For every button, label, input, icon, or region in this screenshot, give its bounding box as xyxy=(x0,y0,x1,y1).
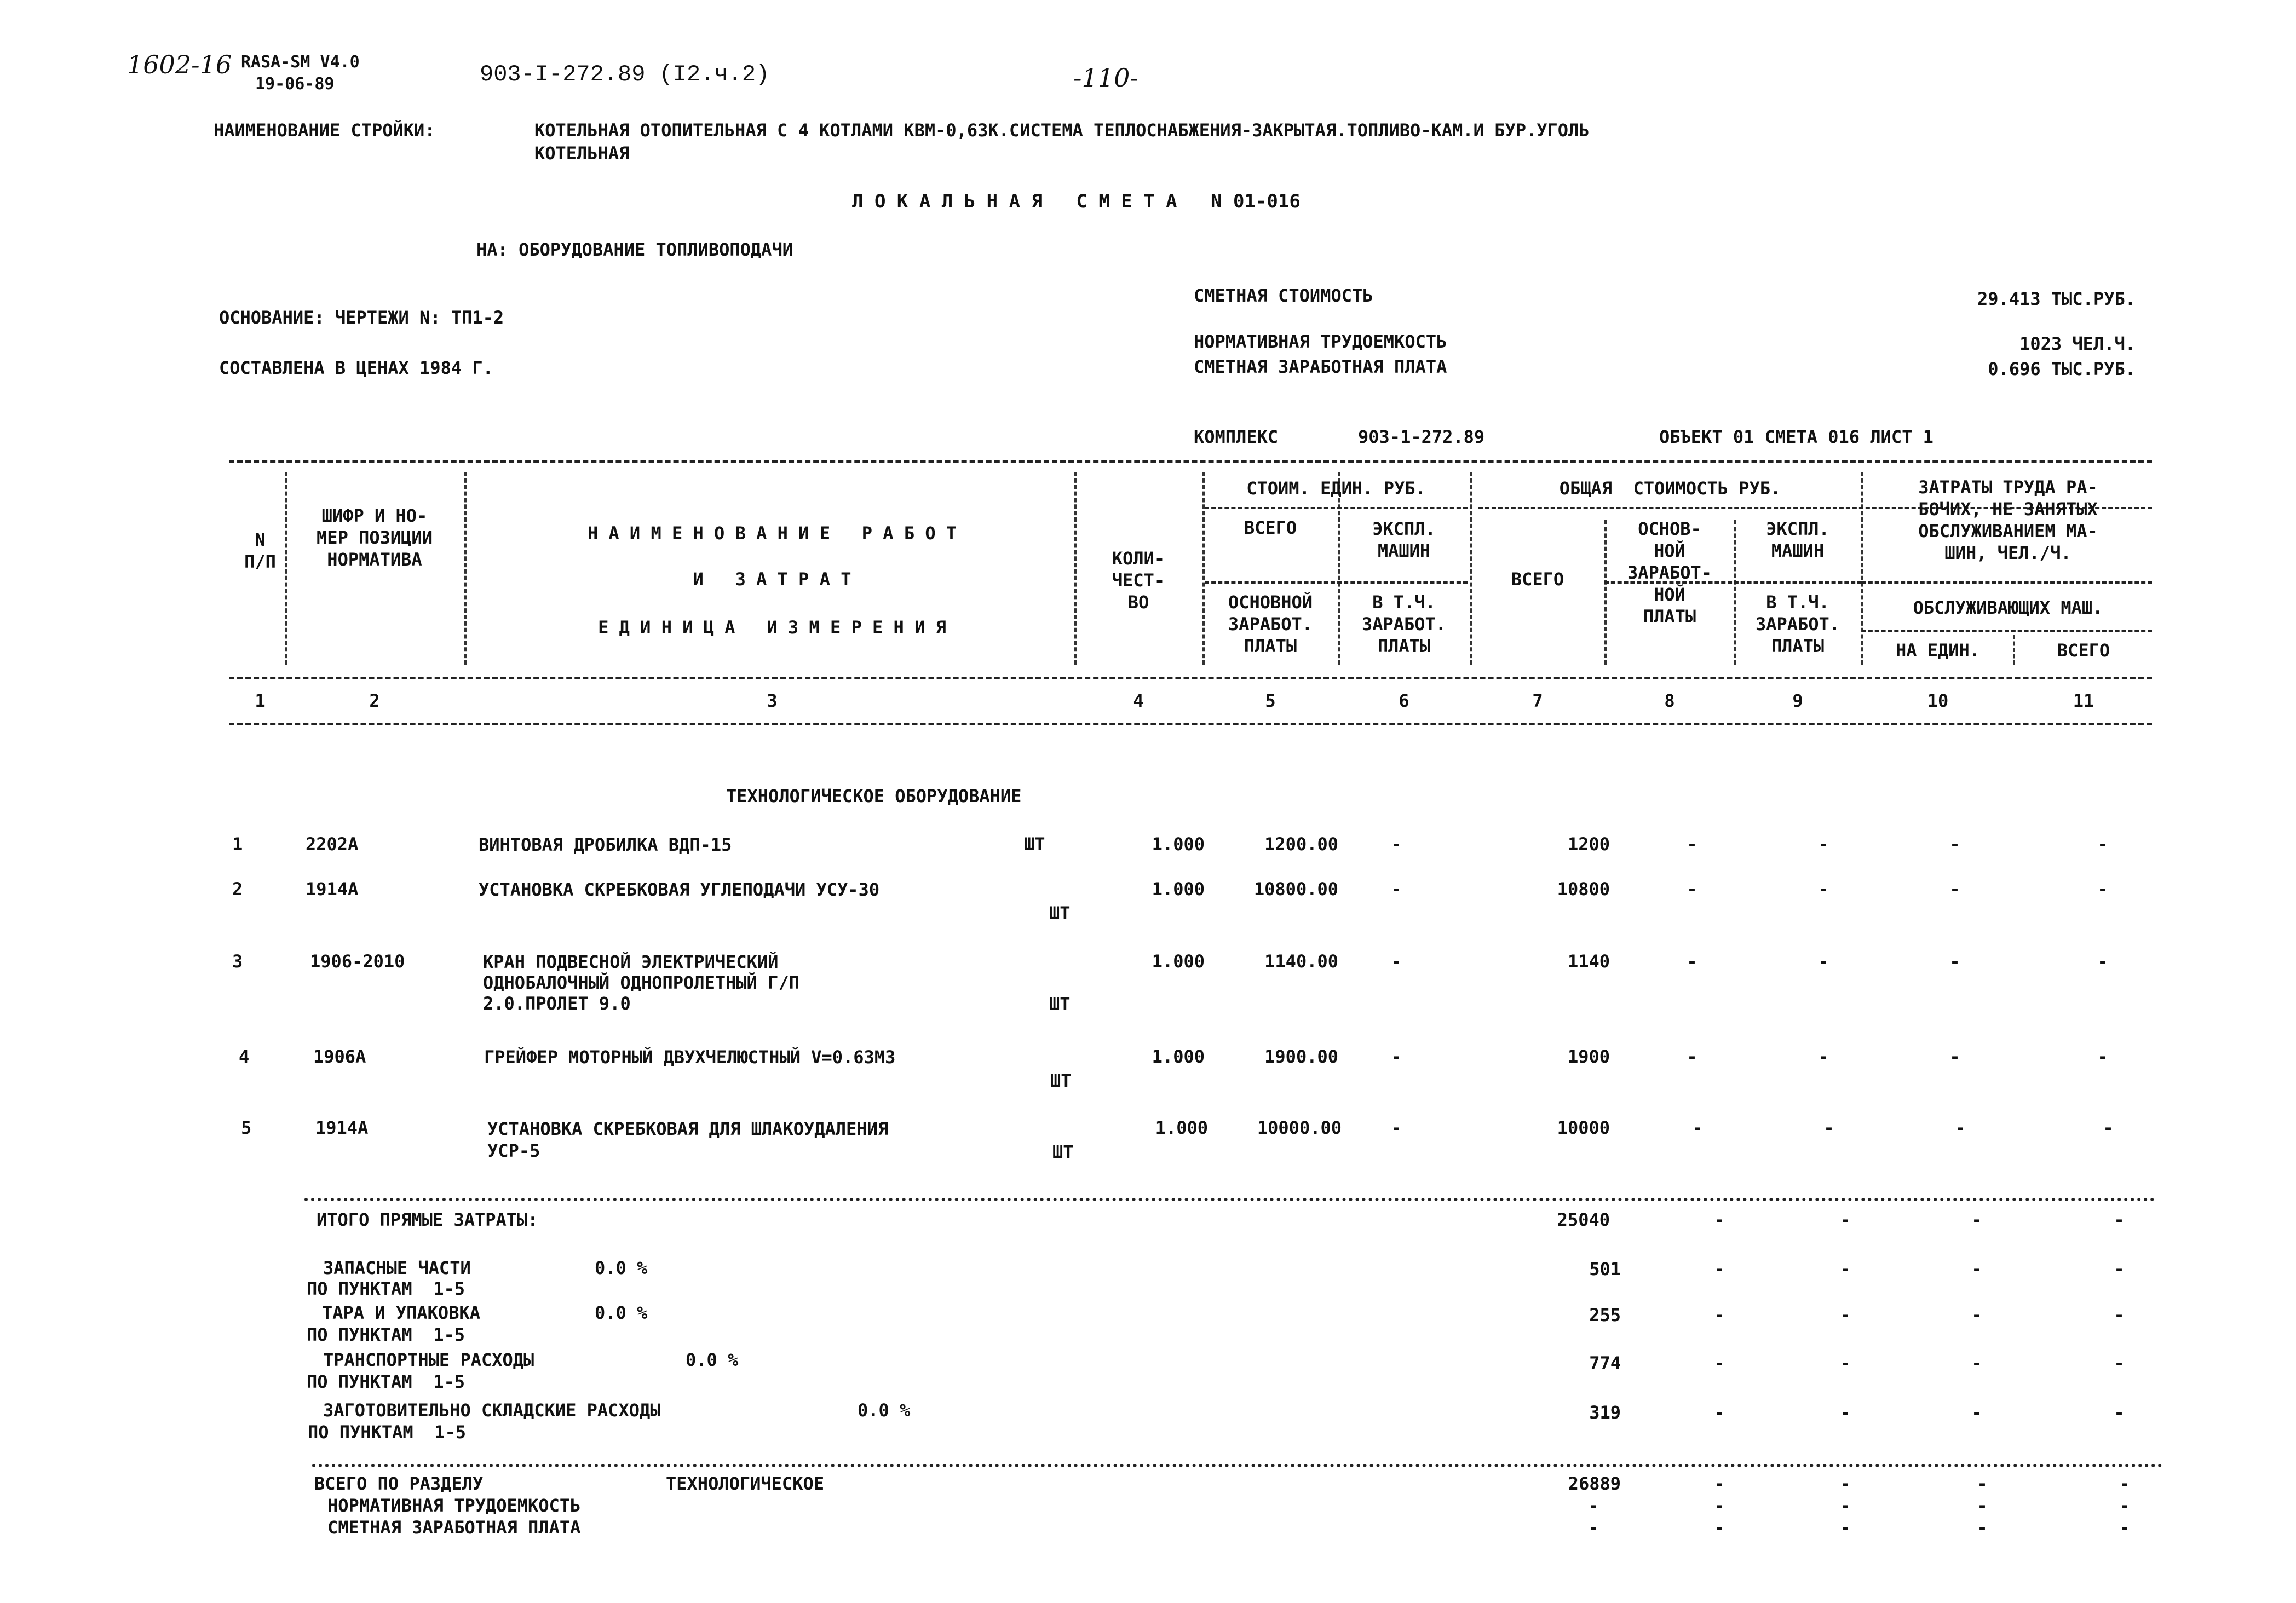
row-name: УСТАНОВКА СКРЕБКОВАЯ УГЛЕПОДАЧИ УСУ-30 xyxy=(479,879,880,900)
dash: - xyxy=(1840,1209,1851,1230)
dash: - xyxy=(2119,1473,2130,1494)
row-number: 4 xyxy=(239,1046,250,1067)
col-sep xyxy=(1734,520,1736,665)
row-total: 10800 xyxy=(1557,879,1610,899)
cost-value: 29.413 ТЫС.РУБ. xyxy=(1977,289,2136,309)
section-total-name: ТЕХНОЛОГИЧЕСКОЕ xyxy=(666,1473,824,1494)
dash: - xyxy=(1840,1473,1851,1494)
dash: - xyxy=(1588,1495,1599,1516)
section-labor-label: НОРМАТИВНАЯ ТРУДОЕМКОСТЬ xyxy=(327,1495,581,1516)
col-num: 7 xyxy=(1532,690,1543,711)
row-c11: - xyxy=(2097,1046,2108,1067)
row-price: 10800.00 xyxy=(1253,879,1338,899)
item-scope: ПО ПУНКТАМ 1-5 xyxy=(307,1324,465,1345)
row-code: 2202А xyxy=(306,834,359,855)
dash: - xyxy=(1588,1517,1599,1538)
header-sub-rule xyxy=(1205,581,1468,584)
col-num: 8 xyxy=(1664,690,1675,711)
construction-label: НАИМЕНОВАНИЕ СТРОЙКИ: xyxy=(214,120,435,141)
item-label: ТРАНСПОРТНЫЕ РАСХОДЫ xyxy=(323,1350,534,1370)
row-unit: ШТ xyxy=(1050,1070,1072,1091)
row-total: 1900 xyxy=(1567,1046,1610,1067)
col-sep xyxy=(464,472,467,665)
row-number: 2 xyxy=(232,879,243,899)
dash: - xyxy=(2119,1495,2130,1516)
header-bottom-rule xyxy=(229,677,2152,679)
col-group-total-cost: ОБЩАЯ СТОИМОСТЬ РУБ. xyxy=(1559,478,1781,499)
col-num-rule xyxy=(229,723,2152,725)
dash: - xyxy=(1714,1209,1725,1230)
dash: - xyxy=(1971,1353,1982,1374)
col-group-serving: ОБСЛУЖИВАЮЩИХ МАШ. xyxy=(1913,597,2103,618)
row-c8: - xyxy=(1687,834,1697,855)
section-total-value: 26889 xyxy=(1568,1473,1621,1494)
handwritten-code: 1602-16 xyxy=(127,50,232,79)
row-c6: - xyxy=(1391,879,1402,899)
dash: - xyxy=(1971,1209,1982,1230)
section-total-rule xyxy=(312,1464,2163,1467)
col-head-3-line2: И З А Т Р А Т xyxy=(693,569,851,590)
dash: - xyxy=(1714,1402,1725,1423)
row-qty: 1.000 xyxy=(1152,951,1205,972)
dash: - xyxy=(1971,1402,1982,1423)
page-mark: -110- xyxy=(1073,63,1138,93)
row-c8: - xyxy=(1692,1117,1703,1138)
item-label: ЗАПАСНЫЕ ЧАСТИ xyxy=(323,1258,471,1278)
section-title: ТЕХНОЛОГИЧЕСКОЕ ОБОРУДОВАНИЕ xyxy=(726,786,1022,806)
direct-value: 25040 xyxy=(1557,1209,1610,1230)
dash: - xyxy=(1714,1473,1725,1494)
col-head-4: КОЛИ- ЧЕСТ- ВО xyxy=(1112,548,1165,613)
construction-name-2: КОТЕЛЬНАЯ xyxy=(534,143,630,164)
header-sub-rule xyxy=(1862,581,2152,584)
col-group-unit-cost: СТОИМ. ЕДИН. РУБ. xyxy=(1246,478,1426,499)
row-name: ВИНТОВАЯ ДРОБИЛКА ВДП-15 xyxy=(479,834,732,855)
row-code: 1906-2010 xyxy=(310,951,405,972)
row-name: КРАН ПОДВЕСНОЙ ЭЛЕКТРИЧЕСКИЙ ОДНОБАЛОЧНЫЙ ОДНОПРОЛЕТНЫЙ Г/П 2.0.ПРОЛЕТ 9.0 xyxy=(483,952,799,1014)
col-sep xyxy=(1470,472,1472,665)
dash: - xyxy=(1840,1305,1851,1325)
doc-title: Л О К А Л Ь Н А Я С М Е Т А N 01-016 xyxy=(852,191,1301,212)
item-scope: ПО ПУНКТАМ 1-5 xyxy=(308,1422,466,1443)
col-head-8: ОСНОВ- НОЙ ЗАРАБОТ- НОЙ ПЛАТЫ xyxy=(1627,518,1712,627)
row-c9: - xyxy=(1818,834,1829,855)
row-code: 1906А xyxy=(313,1046,366,1067)
col-num: 6 xyxy=(1399,690,1409,711)
row-number: 3 xyxy=(232,951,243,972)
col-head-5b: ОСНОВНОЙ ЗАРАБОТ. ПЛАТЫ xyxy=(1228,592,1313,656)
item-pct: 0.0 % xyxy=(595,1258,648,1278)
col-num: 9 xyxy=(1792,690,1803,711)
print-date: 19-06-89 xyxy=(255,74,335,94)
row-c6: - xyxy=(1391,951,1402,972)
row-unit: ШТ xyxy=(1049,994,1071,1014)
dash: - xyxy=(1977,1473,1988,1494)
col-num: 5 xyxy=(1265,690,1276,711)
wage-label: СМЕТНАЯ ЗАРАБОТНАЯ ПЛАТА xyxy=(1194,356,1447,377)
item-scope: ПО ПУНКТАМ 1-5 xyxy=(307,1278,465,1299)
row-name: УСТАНОВКА СКРЕБКОВАЯ ДЛЯ ШЛАКОУДАЛЕНИЯ УСР-5 xyxy=(487,1118,889,1161)
row-c10: - xyxy=(1949,1046,1960,1067)
dash: - xyxy=(1840,1259,1851,1279)
dash: - xyxy=(1971,1259,1982,1279)
row-c11: - xyxy=(2097,951,2108,972)
dash: - xyxy=(1840,1517,1851,1538)
row-c10: - xyxy=(1949,834,1960,855)
wage-value: 0.696 ТЫС.РУБ. xyxy=(1988,359,2136,379)
col-sep xyxy=(1861,472,1863,665)
prices-year: СОСТАВЛЕНА В ЦЕНАХ 1984 Г. xyxy=(219,357,493,378)
item-label: ТАРА И УПАКОВКА xyxy=(322,1302,480,1323)
col-head-10: НА ЕДИН. xyxy=(1895,640,1981,661)
col-num: 11 xyxy=(2073,690,2094,711)
row-c9: - xyxy=(1823,1117,1834,1138)
labor-label: НОРМАТИВНАЯ ТРУДОЕМКОСТЬ xyxy=(1194,331,1447,352)
dash: - xyxy=(1977,1517,1988,1538)
row-c8: - xyxy=(1687,951,1697,972)
dash: - xyxy=(2114,1402,2125,1423)
header-sub-rule xyxy=(1862,630,2152,632)
col-head-7: ВСЕГО xyxy=(1511,569,1564,590)
row-unit: ШТ xyxy=(1049,903,1071,924)
col-num: 10 xyxy=(1927,690,1949,711)
project-ref: 903-I-272.89 (I2.ч.2) xyxy=(480,61,770,88)
row-c8: - xyxy=(1687,879,1697,899)
row-code: 1914А xyxy=(306,879,359,899)
dash: - xyxy=(2119,1517,2130,1538)
cost-label: СМЕТНАЯ СТОИМОСТЬ xyxy=(1194,285,1373,306)
basis: ОСНОВАНИЕ: ЧЕРТЕЖИ N: ТП1-2 xyxy=(219,307,504,328)
object-line: ОБЪЕКТ 01 СМЕТА 016 ЛИСТ 1 xyxy=(1659,426,1934,447)
row-number: 5 xyxy=(241,1117,252,1138)
dash: - xyxy=(1971,1305,1982,1325)
item-label: ЗАГОТОВИТЕЛЬНО СКЛАДСКИЕ РАСХОДЫ xyxy=(323,1400,661,1421)
doc-subject: НА: ОБОРУДОВАНИЕ ТОПЛИВОПОДАЧИ xyxy=(476,239,793,260)
construction-name: КОТЕЛЬНАЯ ОТОПИТЕЛЬНАЯ С 4 КОТЛАМИ КВМ-0,63К.СИСТЕМА ТЕПЛОСНАБЖЕНИЯ-ЗАКРЫТАЯ.ТОПЛИВО-КАМ.И БУР.УГОЛЬ xyxy=(534,120,1590,141)
dash: - xyxy=(1840,1495,1851,1516)
dash: - xyxy=(1840,1353,1851,1374)
item-value: 255 xyxy=(1589,1305,1621,1325)
section-total-label: ВСЕГО ПО РАЗДЕЛУ xyxy=(314,1473,484,1494)
complex-value: 903-1-272.89 xyxy=(1358,426,1485,447)
col-head-9a: ЭКСПЛ. МАШИН xyxy=(1766,518,1829,561)
row-number: 1 xyxy=(232,834,243,855)
col-group-labor: ЗАТРАТЫ ТРУДА РА- БОЧИХ, НЕ ЗАНЯТЫХ ОБСЛУЖИВАНИЕМ МА- ШИН, ЧЕЛ./Ч. xyxy=(1918,477,2098,563)
col-head-5a: ВСЕГО xyxy=(1244,517,1297,538)
row-c6: - xyxy=(1391,834,1402,855)
row-c10: - xyxy=(1949,951,1960,972)
row-c11: - xyxy=(2103,1117,2114,1138)
dash: - xyxy=(1840,1402,1851,1423)
row-qty: 1.000 xyxy=(1152,834,1205,855)
row-price: 1140.00 xyxy=(1264,951,1338,972)
item-value: 774 xyxy=(1589,1353,1621,1374)
row-c9: - xyxy=(1818,1046,1829,1067)
row-c6: - xyxy=(1391,1117,1402,1138)
row-c10: - xyxy=(1949,879,1960,899)
row-c9: - xyxy=(1818,951,1829,972)
dash: - xyxy=(1714,1259,1725,1279)
row-unit: ШТ xyxy=(1024,834,1045,855)
dash: - xyxy=(1714,1305,1725,1325)
dash: - xyxy=(1714,1353,1725,1374)
item-pct: 0.0 % xyxy=(858,1400,911,1421)
row-c6: - xyxy=(1391,1046,1402,1067)
row-total: 1200 xyxy=(1567,834,1610,855)
col-head-9b: В Т.Ч. ЗАРАБОТ. ПЛАТЫ xyxy=(1755,592,1840,656)
dash: - xyxy=(2114,1209,2125,1230)
item-scope: ПО ПУНКТАМ 1-5 xyxy=(307,1371,465,1392)
row-c11: - xyxy=(2097,879,2108,899)
item-value: 319 xyxy=(1589,1402,1621,1423)
row-price: 1900.00 xyxy=(1264,1046,1338,1067)
complex-label: КОМПЛЕКС xyxy=(1194,426,1279,447)
col-num: 2 xyxy=(369,690,380,711)
dash: - xyxy=(1714,1495,1725,1516)
row-qty: 1.000 xyxy=(1152,1046,1205,1067)
dash: - xyxy=(2114,1259,2125,1279)
col-head-3-line1: Н А И М Е Н О В А Н И Е Р А Б О Т xyxy=(587,523,957,544)
row-c10: - xyxy=(1955,1117,1966,1138)
col-sep xyxy=(1604,520,1607,665)
col-num: 4 xyxy=(1133,690,1144,711)
dash: - xyxy=(2114,1353,2125,1374)
row-unit: ШТ xyxy=(1052,1141,1074,1162)
dash: - xyxy=(2114,1305,2125,1325)
summary-rule xyxy=(304,1198,2155,1201)
item-pct: 0.0 % xyxy=(686,1350,739,1370)
dash: - xyxy=(1714,1517,1725,1538)
col-head-3-line3: Е Д И Н И Ц А И З М Е Р Е Н И Я xyxy=(598,617,946,638)
item-pct: 0.0 % xyxy=(595,1302,648,1323)
col-head-1: N П/П xyxy=(244,529,276,572)
section-wage-label: СМЕТНАЯ ЗАРАБОТНАЯ ПЛАТА xyxy=(327,1517,581,1538)
row-total: 10000 xyxy=(1557,1117,1610,1138)
col-head-2: ШИФР И НО- МЕР ПОЗИЦИИ НОРМАТИВА xyxy=(317,505,433,570)
row-c9: - xyxy=(1818,879,1829,899)
row-qty: 1.000 xyxy=(1152,879,1205,899)
row-c11: - xyxy=(2097,834,2108,855)
col-num: 3 xyxy=(767,690,778,711)
labor-value: 1023 ЧЕЛ.Ч. xyxy=(2019,333,2136,354)
item-value: 501 xyxy=(1589,1259,1621,1279)
col-head-6a: ЭКСПЛ. МАШИН xyxy=(1372,518,1436,561)
row-qty: 1.000 xyxy=(1155,1117,1208,1138)
col-head-11: ВСЕГО xyxy=(2057,640,2110,661)
row-total: 1140 xyxy=(1567,951,1610,972)
direct-label: ИТОГО ПРЯМЫЕ ЗАТРАТЫ: xyxy=(317,1209,538,1230)
row-name: ГРЕЙФЕР МОТОРНЫЙ ДВУХЧЕЛЮСТНЫЙ V=0.63М3 xyxy=(484,1047,896,1068)
dash: - xyxy=(1977,1495,1988,1516)
col-num: 1 xyxy=(255,690,266,711)
program-id: RASA-SM V4.0 xyxy=(241,53,360,72)
row-c8: - xyxy=(1687,1046,1697,1067)
row-price: 10000.00 xyxy=(1257,1117,1342,1138)
row-code: 1914А xyxy=(315,1117,369,1138)
table-top-rule xyxy=(229,460,2152,463)
col-head-6b: В Т.Ч. ЗАРАБОТ. ПЛАТЫ xyxy=(1361,592,1447,656)
header-sub-rule xyxy=(1205,507,1468,509)
row-price: 1200.00 xyxy=(1264,834,1338,855)
